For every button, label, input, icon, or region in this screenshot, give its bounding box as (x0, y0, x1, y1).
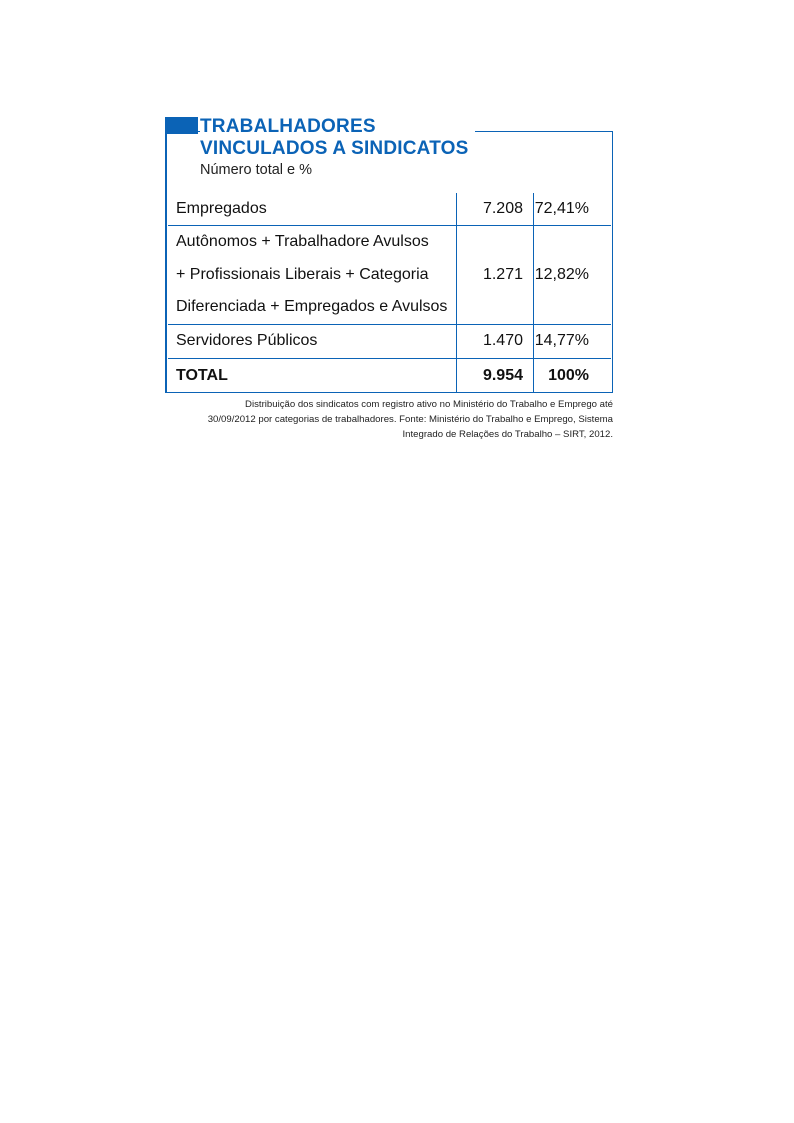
source-caption (160, 397, 613, 442)
row-percent: 12,82% (534, 226, 612, 325)
row-percent: 14,77% (534, 324, 612, 358)
table-row (168, 193, 611, 226)
row-percent: 72,41% (534, 193, 612, 226)
table-row (168, 324, 611, 358)
title-line-1: TRABALHADORES (200, 116, 376, 137)
row-count: 1.470 (457, 324, 534, 358)
row-label: Empregados (168, 193, 457, 226)
total-count: 9.954 (457, 358, 534, 393)
title-block (200, 116, 475, 160)
row-label-line: Autônomos + Trabalhadore Avulsos (176, 233, 429, 250)
row-label-multiline (168, 226, 457, 325)
total-label: TOTAL (176, 366, 228, 384)
row-count: 7.208 (457, 193, 534, 226)
total-percent: 100% (548, 366, 589, 384)
caption-line: 30/09/2012 por categorias de trabalhadores. Fonte: Ministério do Trabalho e Emprego, Sistema (207, 414, 613, 425)
table-frame-left-edge (165, 131, 167, 393)
table-row (168, 226, 611, 325)
row-label-line: Diferenciada + Empregados e Avulsos (176, 298, 448, 315)
total-row (168, 358, 611, 393)
title-line-2: VINCULADOS A SINDICATOS (200, 138, 469, 159)
caption-line: Distribuição dos sindicatos com registro ativo no Ministério do Trabalho e Emprego até (245, 399, 613, 410)
row-label-line: + Profissionais Liberais + Categoria (176, 265, 429, 283)
row-count: 1.271 (457, 226, 534, 325)
subtitle: Número total e % (200, 162, 313, 178)
title-accent-block (165, 117, 198, 134)
caption-line: Integrado de Relações do Trabalho – SIRT, 2012. (402, 429, 613, 440)
row-label: Servidores Públicos (168, 324, 457, 358)
data-table (168, 193, 611, 393)
